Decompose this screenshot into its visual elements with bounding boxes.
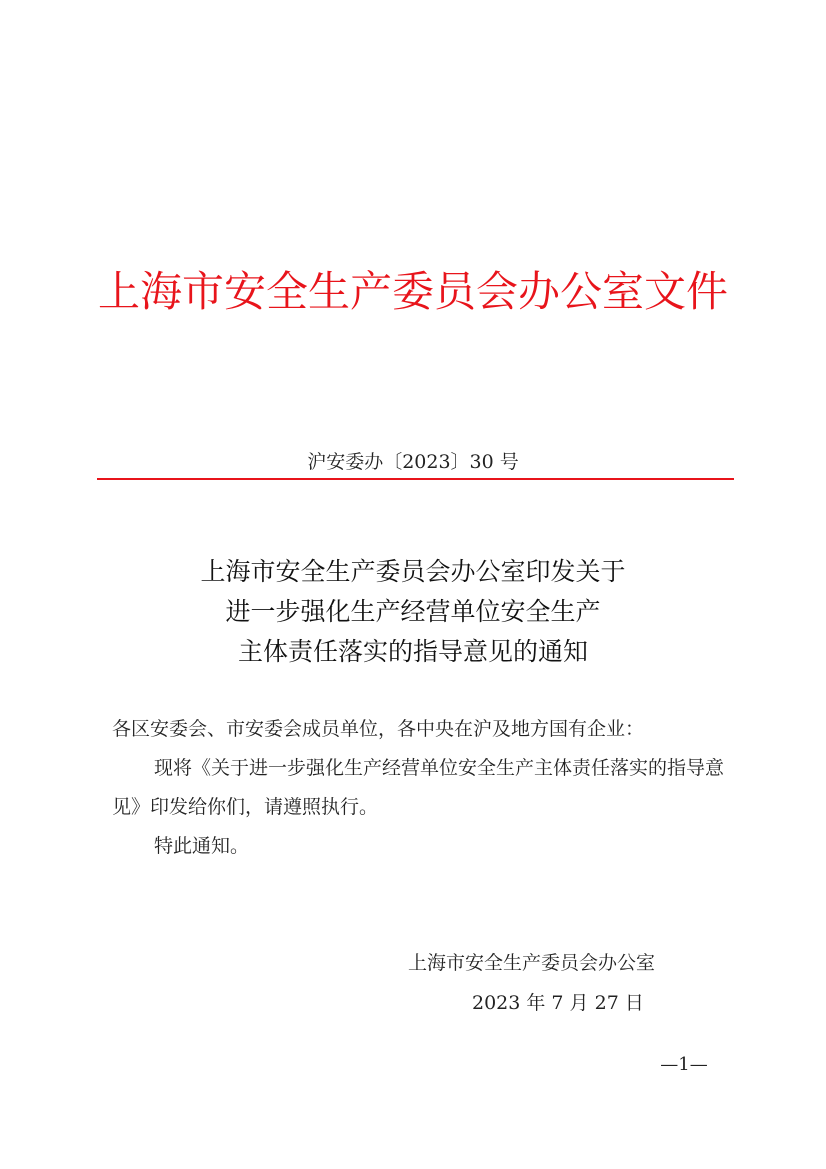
signature-organization: 上海市安全生产委员会办公室 [408, 952, 656, 974]
document-number: 沪安委办〔2023〕30 号 [307, 451, 519, 473]
red-separator-line [97, 478, 734, 480]
document-title-line-2: 进一步强化生产经营单位安全生产 [225, 597, 601, 626]
document-title-line-3: 主体责任落实的指导意见的通知 [237, 637, 588, 666]
document-title [0, 552, 826, 672]
document-body [112, 710, 724, 866]
page-number: —1— [660, 1054, 708, 1075]
closing-remark: 特此通知。 [154, 835, 250, 857]
signature-date: 2023 年 7 月 27 日 [472, 992, 644, 1014]
salutation: 各区安委会、市安委会成员单位，各中央在沪及地方国有企业： [112, 718, 645, 740]
document-title-line-1: 上海市安全生产委员会办公室印发关于 [200, 557, 626, 586]
body-paragraph: 现将《关于进一步强化生产经营单位安全生产主体责任落实的指导意见》印发给你们，请遵照执行。 [112, 757, 725, 818]
issuer-header-title: 上海市安全生产委员会办公室文件 [97, 267, 728, 316]
